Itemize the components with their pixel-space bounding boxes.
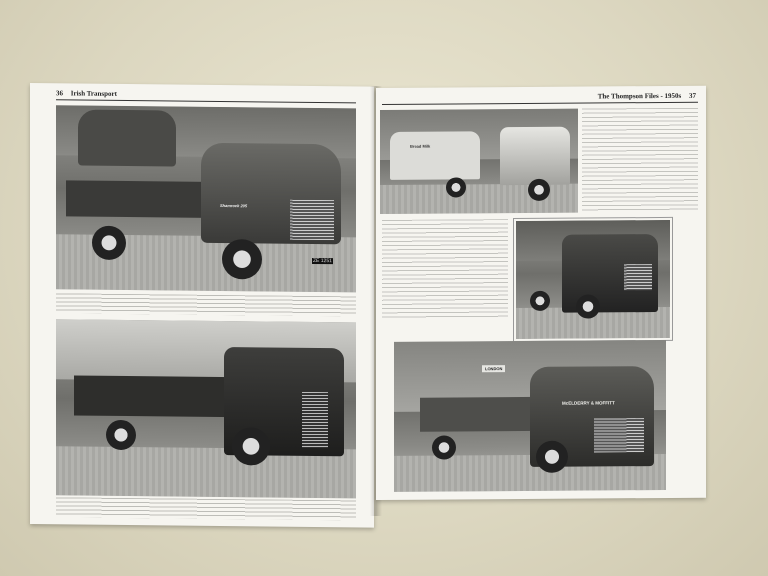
lorry-grille [290, 200, 334, 240]
header-rule-right [382, 102, 698, 105]
wheel [530, 291, 550, 311]
article-text-top [582, 108, 698, 213]
tipper-grille [302, 392, 328, 448]
wheel [92, 226, 126, 260]
section-title-left: Irish Transport [70, 89, 117, 98]
page-number-left: 36 [56, 89, 63, 98]
wheel [576, 294, 600, 318]
wheel [222, 239, 262, 279]
lorry-lettering: McELDERRY & MOFFITT [562, 400, 615, 406]
wheel [106, 420, 136, 450]
wheel [446, 177, 466, 197]
tanker-body [390, 131, 480, 180]
wheel [536, 441, 568, 473]
page-number-right: 37 [689, 91, 696, 100]
van-lettering: Bread Milk [410, 143, 431, 149]
header-rule-left [56, 99, 356, 103]
tipper-body [74, 375, 244, 417]
wall-sign: LONDON [482, 365, 505, 372]
lorry-flatbed [66, 180, 216, 218]
van-cab [500, 127, 570, 185]
van-behind [78, 110, 176, 167]
section-title-right: The Thompson Files - 1950s [597, 91, 682, 101]
left-page-header [56, 89, 117, 98]
left-page [30, 83, 374, 528]
right-page-header [598, 92, 696, 101]
photo-bread-milk-van [380, 109, 578, 214]
caption-bottom-left [56, 497, 356, 520]
lorry-lettering: Shamrock 205 [220, 202, 248, 209]
right-page [376, 86, 706, 500]
caption-top-left [56, 293, 356, 316]
wheel [232, 427, 270, 465]
photo-cabover-lorry [514, 218, 672, 341]
photo-tipper-lorry [56, 319, 356, 498]
photo-shamrock-lorry [56, 105, 356, 292]
wheel [528, 179, 550, 201]
cabover-grille [624, 264, 652, 290]
article-text-middle [382, 219, 508, 320]
photo-mcelderry-moffitt-lorry [394, 340, 666, 492]
open-magazine [30, 78, 706, 524]
number-plate: ZE 1251 [313, 257, 332, 265]
lorry-grille [594, 418, 644, 452]
wheel [432, 435, 456, 459]
